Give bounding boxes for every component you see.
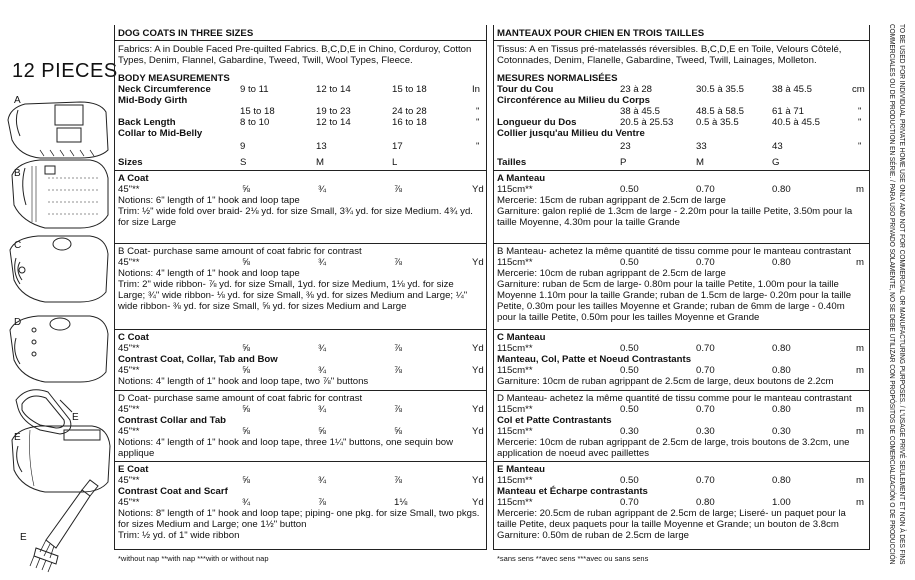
fr-cou-unit: cm xyxy=(852,84,865,95)
girth-small: 15 to 18 xyxy=(240,106,275,117)
b-coat-heading: B Coat- purchase same amount of coat fabric for contrast xyxy=(118,246,362,257)
fabrics-line-1: Fabrics: A in Double Faced Pre-quilted Fabrics. B,C,D,E in Chino, Corduroy, Cotton xyxy=(118,44,472,55)
view-letter-e: E xyxy=(14,432,21,443)
a-trim-2: for size Large xyxy=(118,217,177,228)
d-unit: Yd xyxy=(472,404,484,415)
d-contrast-small: ⅝ xyxy=(242,426,251,437)
neck-label: Neck Circumference xyxy=(118,84,211,95)
fr-tailles-label: Tailles xyxy=(497,157,527,168)
fr-e-m: 0.70 xyxy=(696,475,715,486)
divider xyxy=(493,390,870,391)
c-contrast-medium: ¾ xyxy=(318,365,327,376)
divider xyxy=(493,170,870,171)
a-trim-1: Trim: ½" wide fold over braid- 2⅛ yd. for size Small, 3¾ yd. for size Medium. 4¾ yd. xyxy=(118,206,473,217)
fr-circ-unit: " xyxy=(858,106,862,117)
fr-c-contrast-m: 0.70 xyxy=(696,365,715,376)
coat-b-illustration xyxy=(12,160,108,228)
e-unit: Yd xyxy=(472,475,484,486)
fr-a-heading: A Manteau xyxy=(497,173,546,184)
c-contrast-unit: Yd xyxy=(472,365,484,376)
fr-b-garn-3: Petite, 0.30m pour les tailles Moyenne et Grande; ruban de 6mm de large - 0.40m xyxy=(497,301,845,312)
e-contrast-unit: Yd xyxy=(472,497,484,508)
fr-b-mercerie: Mercerie: 10cm de ruban agrippant de 2.5cm de large xyxy=(497,268,726,279)
a-coat-heading: A Coat xyxy=(118,173,149,184)
fr-c-unit: m xyxy=(856,343,864,354)
fr-a-width: 115cm** xyxy=(497,184,533,195)
c-medium: ¾ xyxy=(318,343,327,354)
fr-collier-m: 33 xyxy=(696,141,707,152)
c-contrast-heading: Contrast Coat, Collar, Tab and Bow xyxy=(118,354,278,365)
e-contrast-large: 1⅛ xyxy=(394,497,408,508)
fr-e-contrast-width: 115cm** xyxy=(497,497,533,508)
fr-e-g: 0.80 xyxy=(772,475,791,486)
view-letter-b: B xyxy=(14,168,21,179)
fr-c-contrast-unit: m xyxy=(856,365,864,376)
coat-d-illustration xyxy=(10,316,108,382)
fr-b-heading: B Manteau- achetez la même quantité de tissu comme pour le manteau contrastant xyxy=(497,246,852,257)
fr-cou-p: 23 à 28 xyxy=(620,84,653,95)
b-width: 45"** xyxy=(118,257,140,268)
fr-d-merc-2: application de noeud avec paillettes xyxy=(497,448,650,459)
fr-d-unit: m xyxy=(856,404,864,415)
collar-medium: 13 xyxy=(316,141,327,152)
divider xyxy=(493,243,870,244)
neck-unit: In xyxy=(472,84,481,95)
e-contrast-small: ¾ xyxy=(242,497,251,508)
fr-circ-label: Circonférence au Milieu du Corps xyxy=(497,95,650,106)
collar-e-illustration xyxy=(16,390,72,434)
c-contrast-width: 45"** xyxy=(118,365,140,376)
fr-d-contrast-unit: m xyxy=(856,426,864,437)
divider xyxy=(493,329,870,330)
fr-collier-unit: " xyxy=(858,141,862,152)
fr-collier-label: Collier jusqu'au Milieu du Ventre xyxy=(497,128,645,139)
divider xyxy=(114,390,487,391)
collar-to-mid-label: Collar to Mid-Belly xyxy=(118,128,203,139)
a-large: ⅞ xyxy=(394,184,403,195)
e-width: 45"** xyxy=(118,475,140,486)
fr-circ-g: 61 à 71 xyxy=(772,106,805,117)
view-letter-e-scarf: E xyxy=(20,532,27,543)
fr-d-m: 0.70 xyxy=(696,404,715,415)
back-small: 8 to 10 xyxy=(240,117,270,128)
fr-taille-m: M xyxy=(696,157,704,168)
c-unit: Yd xyxy=(472,343,484,354)
c-small: ⅝ xyxy=(242,343,251,354)
size-m: M xyxy=(316,157,324,168)
b-notions: Notions: 4" length of 1" hook and loop tape xyxy=(118,268,300,279)
e-small: ⅝ xyxy=(242,475,251,486)
neck-medium: 12 to 14 xyxy=(316,84,351,95)
fr-e-contrast-heading: Manteau et Écharpe contrastants xyxy=(497,486,648,497)
fr-cou-g: 38 à 45.5 xyxy=(772,84,813,95)
girth-large: 24 to 28 xyxy=(392,106,427,117)
fr-d-contrast-heading: Col et Patte Contrastants xyxy=(497,415,612,426)
fr-tour-cou-label: Tour du Cou xyxy=(497,84,554,95)
collar-large: 17 xyxy=(392,141,403,152)
e-contrast-heading: Contrast Coat and Scarf xyxy=(118,486,228,497)
d-contrast-heading: Contrast Collar and Tab xyxy=(118,415,227,426)
fr-c-m: 0.70 xyxy=(696,343,715,354)
neck-large: 15 to 18 xyxy=(392,84,427,95)
fr-collier-g: 43 xyxy=(772,141,783,152)
pieces-count: 12 PIECES xyxy=(12,60,118,82)
d-large: ⅞ xyxy=(394,404,403,415)
fr-long-p: 20.5 à 25.53 xyxy=(620,117,674,128)
b-trim-1: Trim: 2" wide ribbon- ⅞ yd. for size Small, 1yd. for size Medium, 1⅛ yd. for size xyxy=(118,279,454,290)
vertical-disclaimer xyxy=(872,20,912,565)
fr-c-contrast-p: 0.50 xyxy=(620,365,639,376)
neck-small: 9 to 11 xyxy=(240,84,269,95)
divider xyxy=(114,40,487,41)
a-small: ⅝ xyxy=(242,184,251,195)
body-measurements-heading: BODY MEASUREMENTS xyxy=(118,73,230,84)
fr-c-width: 115cm** xyxy=(497,343,533,354)
divider xyxy=(114,170,487,171)
fr-long-g: 40.5 à 45.5 xyxy=(772,117,821,128)
c-contrast-small: ⅝ xyxy=(242,365,251,376)
d-contrast-medium: ⅝ xyxy=(318,426,327,437)
size-l: L xyxy=(392,157,398,168)
fr-b-garn-2: Moyenne 1.10m pour la taille Grande; ruban de 1.5cm de large- 0.20m pour la taille xyxy=(497,290,852,301)
coat-c-illustration xyxy=(10,236,108,302)
fr-a-mercerie: Mercerie: 15cm de ruban agrippant de 2.5cm de large xyxy=(497,195,726,206)
fr-long-m: 0.5 à 35.5 xyxy=(696,117,739,128)
fr-c-contrast-heading: Manteau, Col, Patte et Noeud Contrastants xyxy=(497,354,692,365)
fr-d-contrast-p: 0.30 xyxy=(620,426,639,437)
girth-medium: 19 to 23 xyxy=(316,106,351,117)
fr-d-contrast-width: 115cm** xyxy=(497,426,533,437)
page-title: DOG COATS IN THREE SIZES xyxy=(118,28,254,39)
fr-b-garn-1: Garniture: ruban de 5cm de large- 0.80m pour la taille Petite, 1.00m pour la taille xyxy=(497,279,839,290)
fr-long-unit: " xyxy=(858,117,862,128)
divider xyxy=(493,461,870,462)
fr-d-merc-1: Mercerie: 10cm de ruban agrippant de 2.5cm de large, trois boutons de 3.2cm, une xyxy=(497,437,850,448)
e-medium: ¾ xyxy=(318,475,327,486)
e-notions-2: for sizes Medium and Large; one 1½" button xyxy=(118,519,307,530)
back-large: 16 to 18 xyxy=(392,117,427,128)
fr-e-garn: Garniture: 0.50m de ruban de 2.5cm de large xyxy=(497,530,689,541)
back-medium: 12 to 14 xyxy=(316,117,351,128)
b-large: ⅞ xyxy=(394,257,403,268)
e-notions-1: Notions: 8" length of 1" hook and loop tape; piping- one pkg. for size Small, two pkgs. xyxy=(118,508,480,519)
view-letter-c: C xyxy=(14,240,22,251)
collar-small: 9 xyxy=(240,141,246,152)
fr-d-contrast-m: 0.30 xyxy=(696,426,715,437)
fr-cou-m: 30.5 à 35.5 xyxy=(696,84,745,95)
fr-e-contrast-unit: m xyxy=(856,497,864,508)
fr-d-contrast-g: 0.30 xyxy=(772,426,791,437)
fr-e-contrast-p: 0.70 xyxy=(620,497,639,508)
c-coat-heading: C Coat xyxy=(118,332,149,343)
fr-d-heading: D Manteau- achetez la même quantité de tissu comme pour le manteau contrastant xyxy=(497,393,852,404)
girth-unit: " xyxy=(476,106,480,117)
fr-e-contrast-g: 1.00 xyxy=(772,497,791,508)
fr-c-contrast-width: 115cm** xyxy=(497,365,533,376)
e-contrast-medium: ⅞ xyxy=(318,497,327,508)
fr-mesures-heading: MESURES NORMALISÉES xyxy=(497,73,618,84)
d-small: ⅝ xyxy=(242,404,251,415)
divider xyxy=(493,40,870,41)
view-letter-a: A xyxy=(14,95,21,106)
c-contrast-large: ⅞ xyxy=(394,365,403,376)
en-footnote: *without nap **with nap ***with or without nap xyxy=(118,554,269,563)
c-width: 45"** xyxy=(118,343,140,354)
d-contrast-width: 45"** xyxy=(118,426,140,437)
e-large: ⅞ xyxy=(394,475,403,486)
view-letter-e-collar: E xyxy=(72,412,79,423)
back-unit: " xyxy=(476,117,480,128)
e-coat-heading: E Coat xyxy=(118,464,149,475)
d-notions-1: Notions: 4" length of 1" hook and loop tape, three 1¼" buttons, one sequin bow xyxy=(118,437,454,448)
fr-b-unit: m xyxy=(856,257,864,268)
b-medium: ¾ xyxy=(318,257,327,268)
fr-e-heading: E Manteau xyxy=(497,464,545,475)
fr-tissus-2: Cotonnades, Denim, Flanelle, Gabardine, Tweed, Twill, Lainages, Molleton. xyxy=(497,55,817,66)
fr-a-garn-2: taille Moyenne, 4.30m pour la taille Grande xyxy=(497,217,680,228)
back-length-label: Back Length xyxy=(118,117,176,128)
fabrics-line-2: Types, Denim, Flannel, Gabardine, Tweed, Twill, Wool Types, Fleece. xyxy=(118,55,413,66)
a-unit: Yd xyxy=(472,184,484,195)
fr-b-m: 0.70 xyxy=(696,257,715,268)
coat-a-illustration xyxy=(8,102,108,158)
fr-a-p: 0.50 xyxy=(620,184,639,195)
d-medium: ¾ xyxy=(318,404,327,415)
a-width: 45"** xyxy=(118,184,140,195)
divider xyxy=(114,549,487,550)
d-contrast-unit: Yd xyxy=(472,426,484,437)
mid-body-label: Mid-Body Girth xyxy=(118,95,188,106)
fr-a-g: 0.80 xyxy=(772,184,791,195)
view-letter-d: D xyxy=(14,317,22,328)
fr-e-merc-2: taille Petite, deux paquets pour la taille Moyenne et Grande; un bouton de 3.8cm xyxy=(497,519,839,530)
scarf-e-illustration xyxy=(30,480,98,572)
fr-e-merc-1: Mercerie: 20.5cm de ruban agrippant de 2.5cm de large; Liseré- un paquet pour la xyxy=(497,508,846,519)
b-unit: Yd xyxy=(472,257,484,268)
divider xyxy=(114,243,487,244)
divider xyxy=(114,329,487,330)
fr-e-unit: m xyxy=(856,475,864,486)
fr-taille-g: G xyxy=(772,157,780,168)
fr-title: MANTEAUX POUR CHIEN EN TROIS TAILLES xyxy=(497,28,705,39)
disclaimer-line-2: COMMERCIALES OU DE PRODUCTION EN SÉRIE. / PARA USO PRIVADO SOLAMENTE, NO SE DEBE UTILIZAR CON PROPÓSITOS DE COMERCIALIZACIÓN O DE PRODUCCIÓN xyxy=(888,24,896,565)
a-medium: ¾ xyxy=(318,184,327,195)
fr-c-p: 0.50 xyxy=(620,343,639,354)
fr-b-g: 0.80 xyxy=(772,257,791,268)
fr-longueur-label: Longueur du Dos xyxy=(497,117,577,128)
a-notions: Notions: 6" length of 1" hook and loop tape xyxy=(118,195,300,206)
fr-b-p: 0.50 xyxy=(620,257,639,268)
fr-tissus-1: Tissus: A en Tissus pré-matelassés réversibles. B,C,D,E en Toile, Velours Côtelé, xyxy=(497,44,842,55)
fr-c-garn: Garniture: 10cm de ruban agrippant de 2.5cm de large, deux boutons de 2.2cm xyxy=(497,376,834,387)
fr-e-width: 115cm** xyxy=(497,475,533,486)
fr-e-p: 0.50 xyxy=(620,475,639,486)
fr-circ-p: 38 à 45.5 xyxy=(620,106,661,117)
e-contrast-width: 45"** xyxy=(118,497,140,508)
fr-d-g: 0.80 xyxy=(772,404,791,415)
fr-a-garn-1: Garniture: galon replié de 1.3cm de large - 2.20m pour la taille Petite, 3.50m pour la xyxy=(497,206,853,217)
sizes-label: Sizes xyxy=(118,157,143,168)
fr-e-contrast-m: 0.80 xyxy=(696,497,715,508)
collar-unit: " xyxy=(476,141,480,152)
c-large: ⅞ xyxy=(394,343,403,354)
c-notions: Notions: 4" length of 1" hook and loop tape, two ⅞" buttons xyxy=(118,376,369,387)
d-width: 45"** xyxy=(118,404,140,415)
fr-c-g: 0.80 xyxy=(772,343,791,354)
fr-a-unit: m xyxy=(856,184,864,195)
divider xyxy=(114,461,487,462)
fr-c-contrast-g: 0.80 xyxy=(772,365,791,376)
size-s: S xyxy=(240,157,247,168)
fr-collier-p: 23 xyxy=(620,141,631,152)
fr-circ-m: 48.5 à 58.5 xyxy=(696,106,745,117)
b-trim-2: Large; ¾" wide ribbon- ⅛ yd. for size Small, ⅜ yd. for sizes Medium and Large; ¼" xyxy=(118,290,468,301)
fr-footnote: *sans sens **avec sens ***avec ou sans sens xyxy=(497,554,649,563)
fr-a-m: 0.70 xyxy=(696,184,715,195)
fr-b-width: 115cm** xyxy=(497,257,533,268)
coat-drawings xyxy=(0,0,115,580)
b-small: ⅝ xyxy=(242,257,251,268)
coat-e-illustration xyxy=(12,426,110,492)
disclaimer-line-1: TO BE USED FOR INDIVIDUAL PRIVATE HOME USE ONLY AND NOT FOR COMMERCIAL OR MANUFACTURING PURPOSES. / L'USAGE PRIVÉ SEULEMENT ET NON À DES FINS xyxy=(898,24,906,565)
fr-b-garn-4: pour la taille Petite, 0.50m pour les tailles Moyenne et Grande xyxy=(497,312,760,323)
b-trim-3: wide ribbon- ⅜ yd. for size Small, ⅝ yd. for sizes Medium and Large xyxy=(118,301,407,312)
d-contrast-large: ⅝ xyxy=(394,426,403,437)
divider xyxy=(493,549,870,550)
fr-taille-p: P xyxy=(620,157,627,168)
d-coat-heading: D Coat- purchase same amount of coat fabric for contrast xyxy=(118,393,363,404)
e-trim: Trim: ½ yd. of 1" wide ribbon xyxy=(118,530,240,541)
fr-c-heading: C Manteau xyxy=(497,332,546,343)
fr-d-p: 0.50 xyxy=(620,404,639,415)
d-notions-2: applique xyxy=(118,448,155,459)
fr-d-width: 115cm** xyxy=(497,404,533,415)
